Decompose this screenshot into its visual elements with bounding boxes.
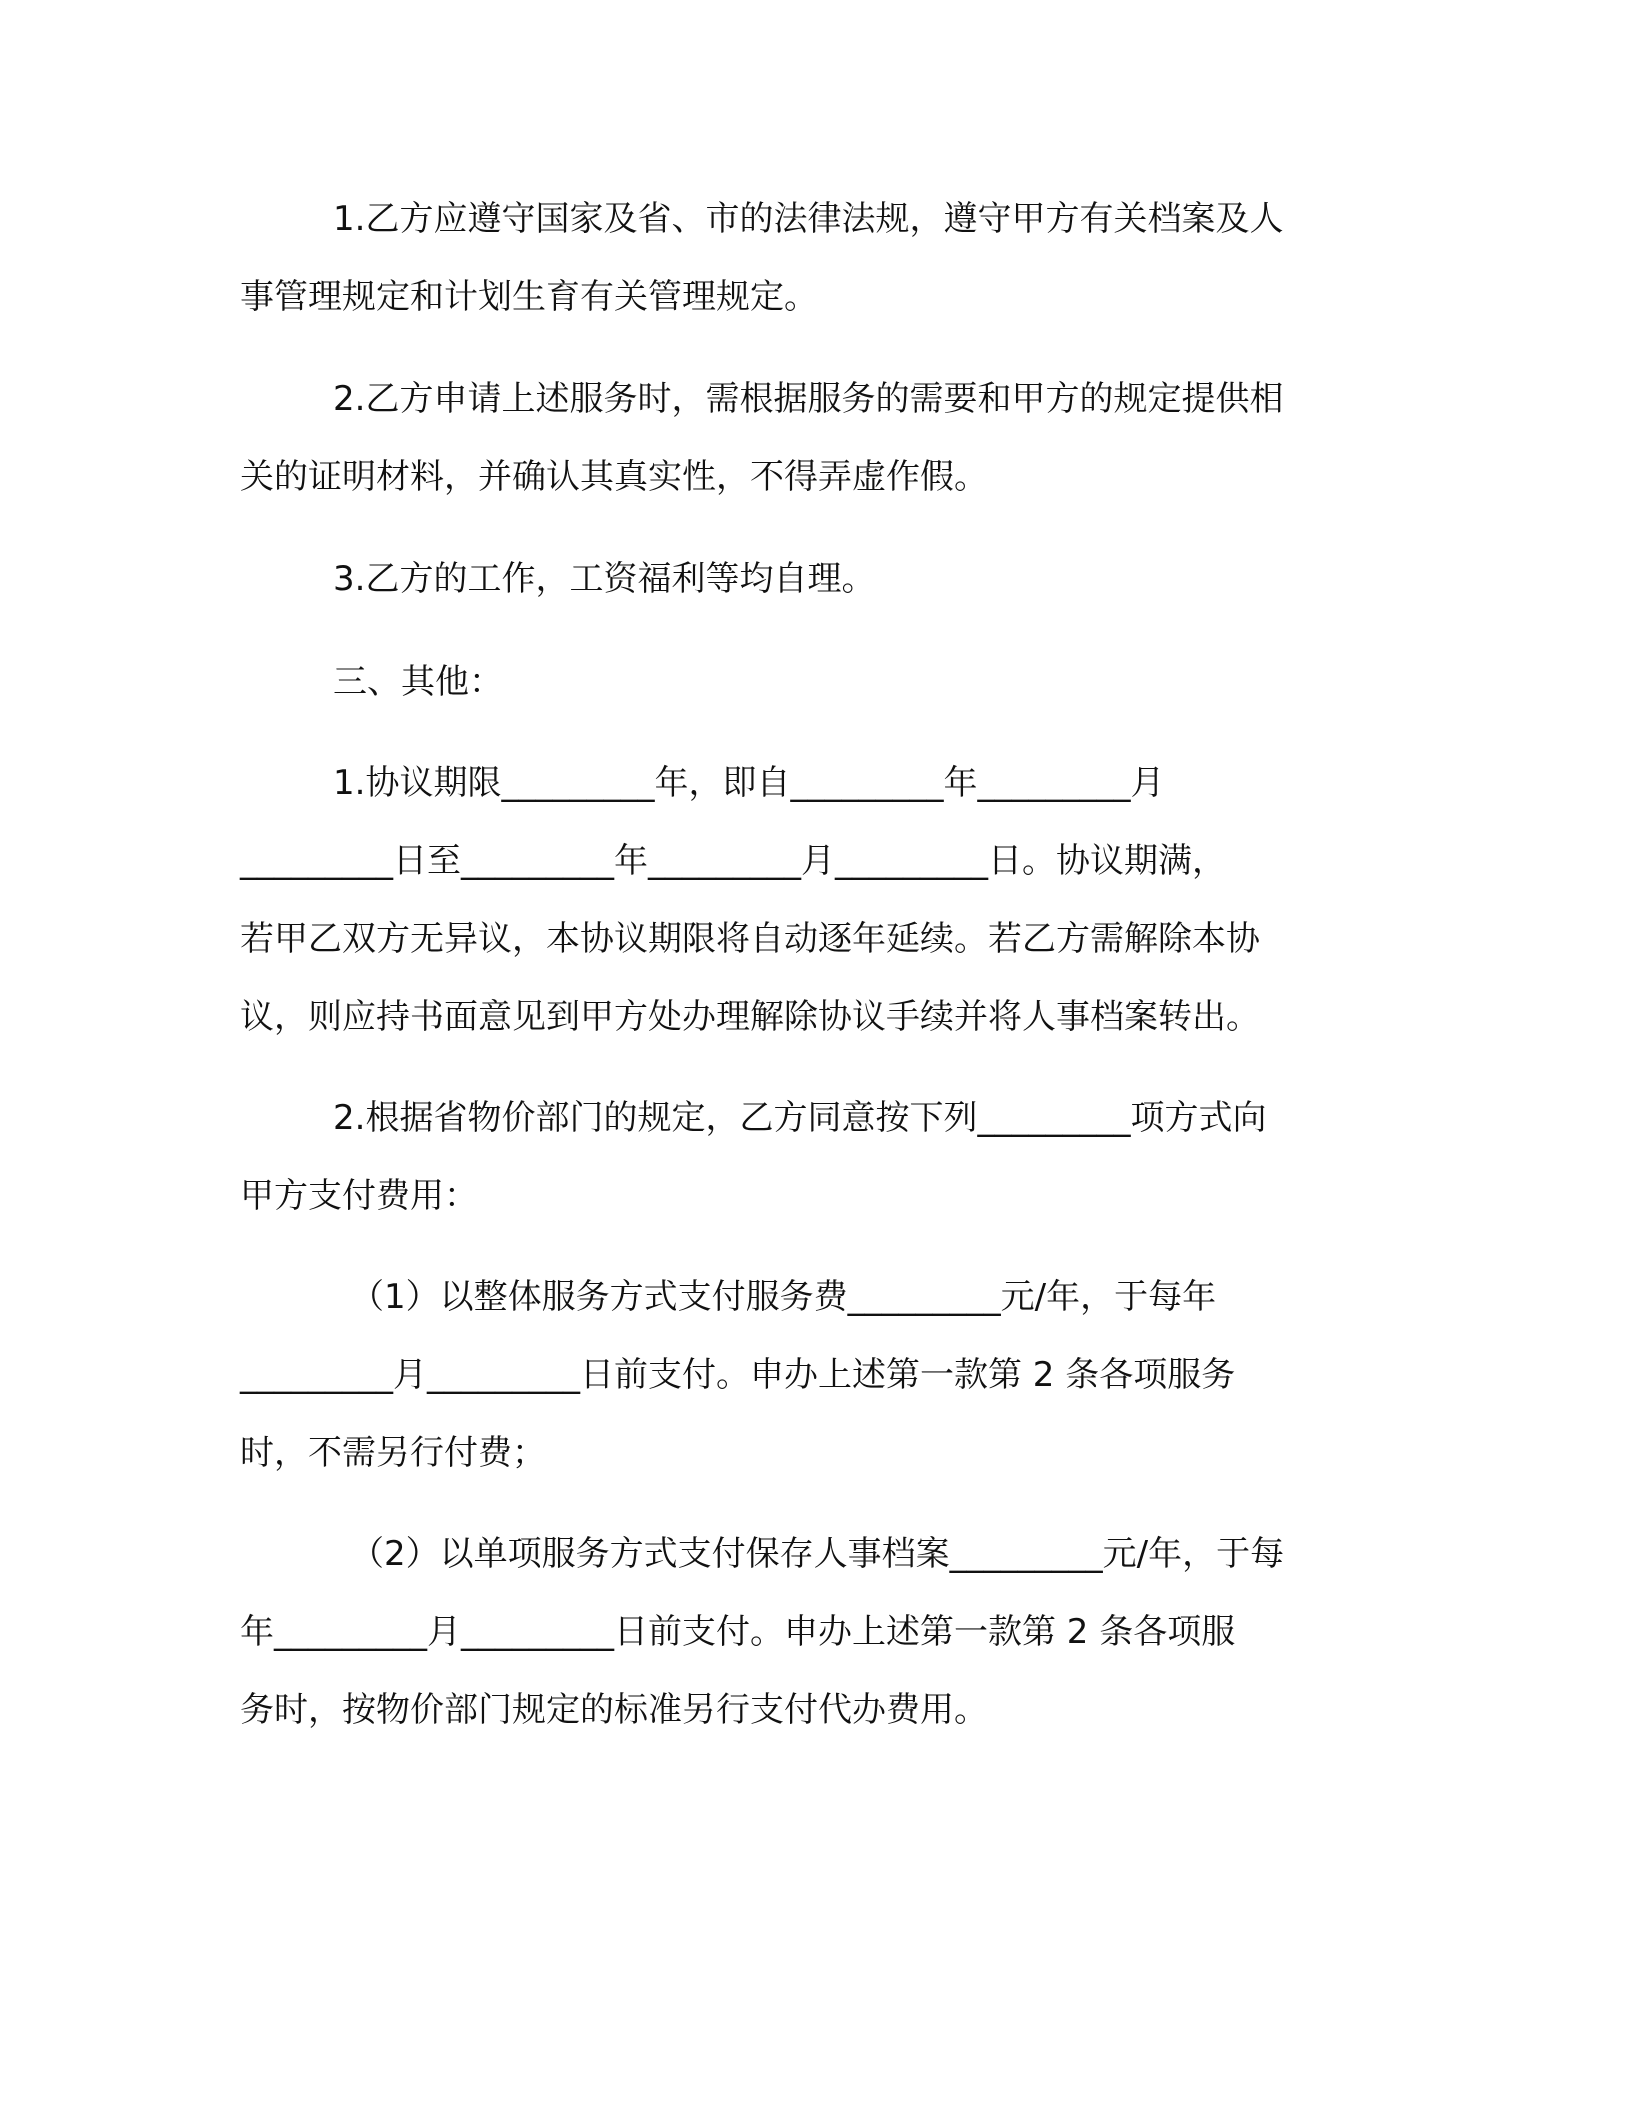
paragraph-agreement-term [240, 744, 1390, 1056]
paragraph-line: 时，不需另行付费； [240, 1433, 546, 1473]
paragraph-line: _________日至_________年_________月_________日。协议期满， [240, 841, 1226, 881]
paragraph-line: _________月_________日前支付。申办上述第一款第 2 条各项服务 [240, 1355, 1236, 1395]
section-heading [240, 643, 1390, 721]
paragraph-line: （1）以整体服务方式支付服务费_________元/年，于每年 [350, 1277, 1217, 1317]
paragraph-line: 1.乙方应遵守国家及省、市的法律法规，遵守甲方有关档案及人 [333, 199, 1284, 239]
paragraph-line: 事管理规定和计划生育有关管理规定。 [240, 277, 818, 317]
paragraph-fee-method [240, 1079, 1390, 1235]
paragraph-fee-option-2 [240, 1515, 1390, 1749]
heading-line: 三、其他： [333, 662, 503, 702]
paragraph-line: 3.乙方的工作，工资福利等均自理。 [333, 559, 876, 599]
paragraph-item-1 [240, 180, 1390, 336]
paragraph-line: 年_________月_________日前支付。申办上述第一款第 2 条各项服 [240, 1612, 1236, 1652]
paragraph-line: 议，则应持书面意见到甲方处办理解除协议手续并将人事档案转出。 [240, 997, 1260, 1037]
paragraph-line: （2）以单项服务方式支付保存人事档案_________元/年，于每 [350, 1534, 1285, 1574]
paragraph-line: 务时，按物价部门规定的标准另行支付代办费用。 [240, 1690, 988, 1730]
paragraph-line: 2.乙方申请上述服务时，需根据服务的需要和甲方的规定提供相 [333, 379, 1284, 419]
paragraph-item-3 [240, 540, 1390, 618]
paragraph-line: 1.协议期限_________年，即自_________年_________月 [333, 763, 1165, 803]
paragraph-line: 若甲乙双方无异议，本协议期限将自动逐年延续。若乙方需解除本协 [240, 919, 1260, 959]
paragraph-line: 关的证明材料，并确认其真实性，不得弄虚作假。 [240, 457, 988, 497]
paragraph-line: 2.根据省物价部门的规定，乙方同意按下列_________项方式向 [333, 1098, 1267, 1138]
paragraph-item-2 [240, 360, 1390, 516]
paragraph-line: 甲方支付费用： [240, 1176, 478, 1216]
paragraph-fee-option-1 [240, 1258, 1390, 1492]
